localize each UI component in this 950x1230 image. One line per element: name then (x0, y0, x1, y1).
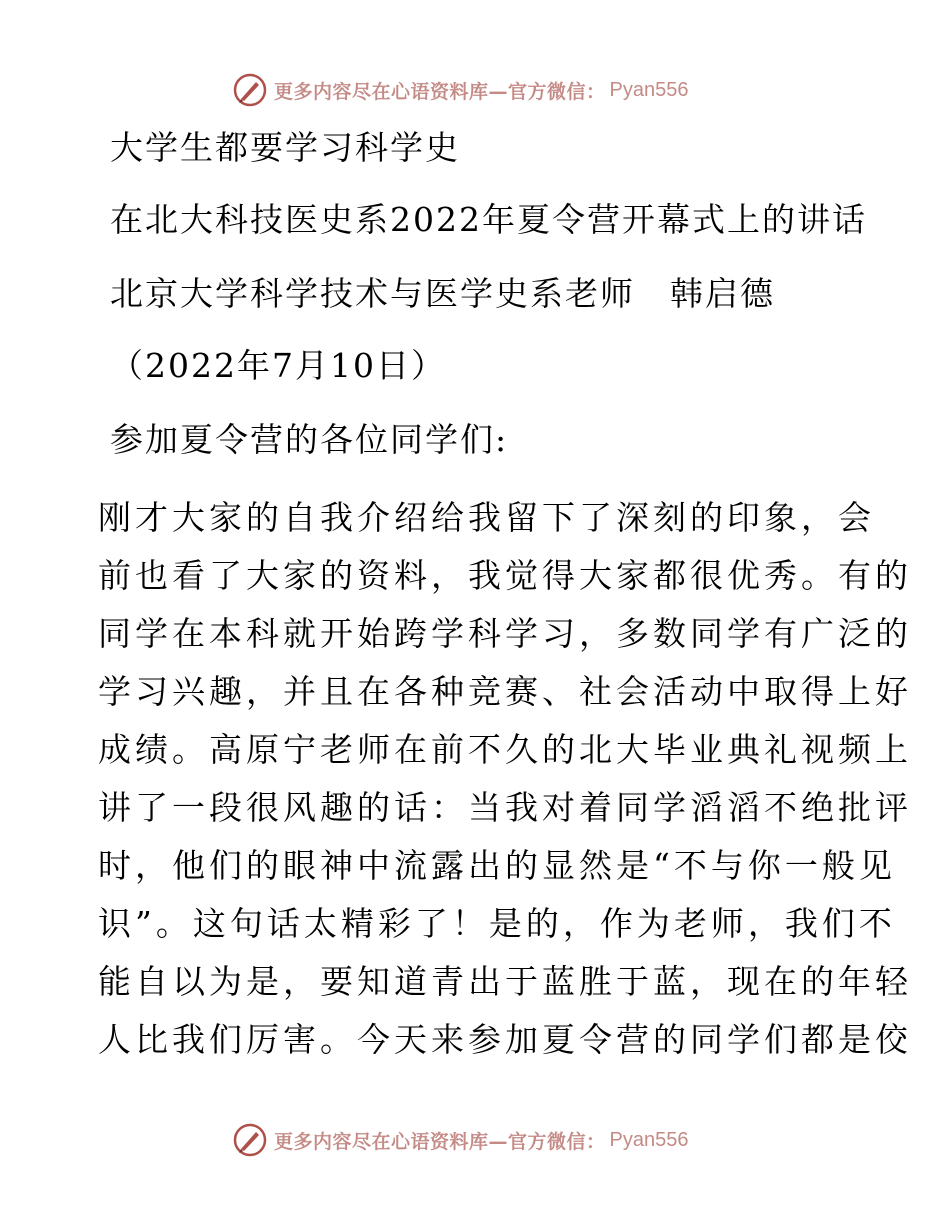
paragraph-line: 人比我们厉害。今天来参加夏令营的同学们都是佼 (98, 1020, 912, 1059)
document-title: 大学生都要学习科学史 (110, 128, 460, 167)
document-date: （2022年7月10日） (110, 346, 446, 385)
pen-logo-icon (232, 72, 268, 108)
watermark-text: 更多内容尽在心语资料库—官方微信： (274, 80, 606, 103)
document-author: 北京大学科学技术与医学史系老师 韩启德 (110, 274, 775, 313)
watermark-wechat-id: Pyan556 (609, 78, 689, 101)
document-greeting: 参加夏令营的各位同学们: (110, 420, 509, 459)
pen-logo-icon (232, 1122, 268, 1158)
watermark-text: 更多内容尽在心语资料库—官方微信： (274, 1130, 606, 1153)
footer-watermark (232, 1122, 688, 1158)
paragraph-line: 同学在本科就开始跨学科学习，多数同学有广泛的 (98, 614, 912, 653)
watermark-wechat-id: Pyan556 (609, 1128, 689, 1151)
paragraph-line: 刚才大家的自我介绍给我留下了深刻的印象，会 (98, 498, 875, 537)
paragraph-line: 时，他们的眼神中流露出的显然是“不与你一般见 (98, 846, 896, 885)
paragraph-line: 讲了一段很风趣的话：当我对着同学滔滔不绝批评 (98, 788, 912, 827)
document-subtitle: 在北大科技医史系2022年夏令营开幕式上的讲话 (110, 200, 867, 239)
paragraph-line: 前也看了大家的资料，我觉得大家都很优秀。有的 (98, 556, 912, 595)
paragraph-line: 成绩。高原宁老师在前不久的北大毕业典礼视频上 (98, 730, 912, 769)
paragraph-line: 能自以为是，要知道青出于蓝胜于蓝，现在的年轻 (98, 962, 912, 1001)
paragraph-line: 学习兴趣，并且在各种竞赛、社会活动中取得上好 (98, 672, 912, 711)
header-watermark (232, 72, 688, 108)
paragraph-line: 识”。这句话太精彩了！是的，作为老师，我们不 (98, 904, 896, 943)
